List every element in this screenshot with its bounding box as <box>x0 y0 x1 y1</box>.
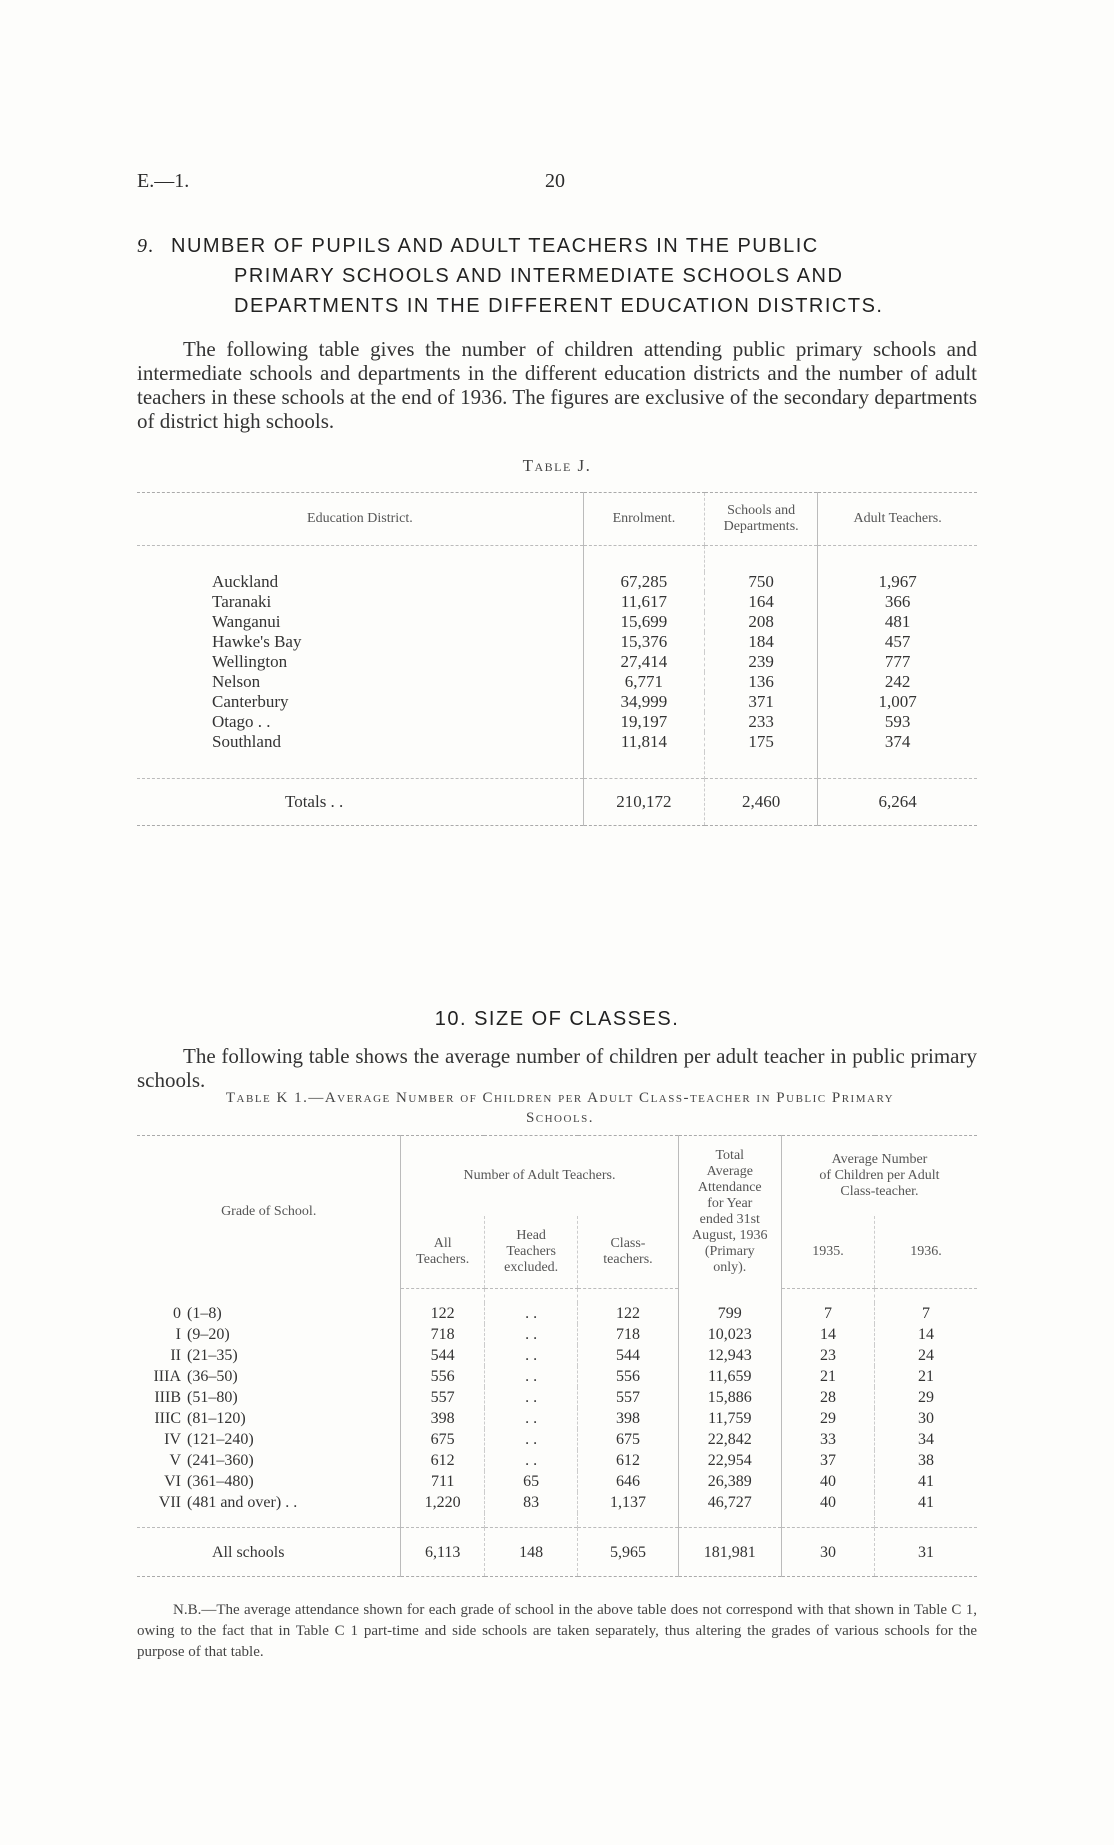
total-class-teachers: 5,965 <box>578 1528 678 1577</box>
avg-1935-cell: 7 <box>781 1303 874 1324</box>
table-row <box>137 672 977 692</box>
table-k <box>137 1135 977 1577</box>
grade-range: (21–35) <box>187 1347 238 1364</box>
enrolment-cell: 15,699 <box>583 612 704 632</box>
avg-1935-cell: 40 <box>781 1471 874 1492</box>
table-row <box>137 1366 977 1387</box>
col-total-average-attendance: Total Average Attendance for Year ended 31st August, 1936 (Primary only). <box>678 1136 781 1289</box>
table-row <box>137 1408 977 1429</box>
col-education-district: Education District. <box>137 493 583 546</box>
document-code: E.—1. <box>137 170 190 192</box>
grade-range: (1–8) <box>187 1305 222 1322</box>
head-teachers-cell: . . <box>484 1345 577 1366</box>
enrolment-cell: 11,814 <box>583 732 704 752</box>
grade-range: (81–120) <box>187 1410 246 1427</box>
district-name: Taranaki <box>212 592 272 611</box>
attendance-cell: 11,659 <box>678 1366 781 1387</box>
grade-cell <box>137 1450 401 1471</box>
table-k-caption <box>150 1088 970 1128</box>
table-k-caption-line-2: Schools. <box>525 1110 595 1126</box>
avg-1935-cell: 37 <box>781 1450 874 1471</box>
head-teachers-cell: . . <box>484 1324 577 1345</box>
teachers-cell: 1,007 <box>818 692 977 712</box>
section-10-paragraph: The following table shows the average number of children per adult teacher in public primary schools. <box>137 1044 977 1092</box>
table-row <box>137 572 977 592</box>
district-name: Canterbury <box>212 692 289 711</box>
teachers-cell: 481 <box>818 612 977 632</box>
schools-cell: 175 <box>705 732 818 752</box>
district-cell <box>137 692 583 712</box>
class-teachers-cell: 122 <box>578 1303 678 1324</box>
avg-1935-cell: 33 <box>781 1429 874 1450</box>
avg-1935-cell: 28 <box>781 1387 874 1408</box>
table-row <box>137 612 977 632</box>
avg-1936-cell: 7 <box>875 1303 977 1324</box>
section-9-number: 9. <box>137 235 155 257</box>
attendance-cell: 10,023 <box>678 1324 781 1345</box>
grade-code: VII <box>158 1494 181 1511</box>
table-row <box>137 712 977 732</box>
avg-1936-cell: 34 <box>875 1429 977 1450</box>
table-k-header-row-1 <box>137 1136 977 1217</box>
grade-code: I <box>175 1326 181 1343</box>
head-teachers-cell: 83 <box>484 1492 577 1513</box>
avg-1935-cell: 23 <box>781 1345 874 1366</box>
all-teachers-cell: 612 <box>401 1450 485 1471</box>
table-j-header-row <box>137 493 977 546</box>
grade-cell <box>137 1408 401 1429</box>
grade-cell <box>137 1345 401 1366</box>
class-teachers-cell: 1,137 <box>578 1492 678 1513</box>
col-number-adult-teachers: Number of Adult Teachers. <box>401 1136 678 1217</box>
head-teachers-cell: . . <box>484 1387 577 1408</box>
district-cell <box>137 632 583 652</box>
class-teachers-cell: 398 <box>578 1408 678 1429</box>
district-cell <box>137 652 583 672</box>
district-name: Auckland <box>212 572 279 591</box>
grade-code: 0 <box>173 1305 181 1322</box>
col-schools-departments: Schools and Departments. <box>705 493 818 546</box>
col-adult-teachers: Adult Teachers. <box>818 493 977 546</box>
class-teachers-cell: 718 <box>578 1324 678 1345</box>
teachers-cell: 366 <box>818 592 977 612</box>
schools-cell: 239 <box>705 652 818 672</box>
enrolment-cell: 67,285 <box>583 572 704 592</box>
col-average-children-per-teacher: Average Number of Children per Adult Class-teacher. <box>781 1136 977 1217</box>
attendance-cell: 11,759 <box>678 1408 781 1429</box>
grade-code: IIIC <box>154 1410 181 1427</box>
enrolment-cell: 11,617 <box>583 592 704 612</box>
district-cell <box>137 592 583 612</box>
schools-cell: 208 <box>705 612 818 632</box>
total-avg-1935: 30 <box>781 1528 874 1577</box>
totals-row <box>137 779 977 826</box>
head-teachers-cell: . . <box>484 1366 577 1387</box>
grade-code: IIIB <box>154 1389 181 1406</box>
section-10-title: 10. SIZE OF CLASSES. <box>434 1008 680 1030</box>
attendance-cell: 12,943 <box>678 1345 781 1366</box>
enrolment-cell: 27,414 <box>583 652 704 672</box>
attendance-cell: 15,886 <box>678 1387 781 1408</box>
total-head-teachers: 148 <box>484 1528 577 1577</box>
grade-cell <box>137 1387 401 1408</box>
avg-1935-cell: 21 <box>781 1366 874 1387</box>
col-enrolment: Enrolment. <box>583 493 704 546</box>
total-all-teachers: 6,113 <box>401 1528 485 1577</box>
table-row <box>137 1303 977 1324</box>
head-teachers-cell: 65 <box>484 1471 577 1492</box>
all-teachers-cell: 398 <box>401 1408 485 1429</box>
class-teachers-cell: 646 <box>578 1471 678 1492</box>
table-row <box>137 1471 977 1492</box>
district-cell <box>137 712 583 732</box>
totals-label: Totals . . <box>285 792 344 811</box>
table-row <box>137 1429 977 1450</box>
attendance-cell: 46,727 <box>678 1492 781 1513</box>
col-class-teachers: Class- teachers. <box>578 1216 678 1289</box>
grade-range: (36–50) <box>187 1368 238 1385</box>
table-row <box>137 1345 977 1366</box>
all-teachers-cell: 122 <box>401 1303 485 1324</box>
district-name: Nelson <box>212 672 261 691</box>
attendance-cell: 799 <box>678 1303 781 1324</box>
district-name: Otago . . <box>212 712 271 731</box>
attendance-cell: 22,954 <box>678 1450 781 1471</box>
class-teachers-cell: 675 <box>578 1429 678 1450</box>
schools-cell: 233 <box>705 712 818 732</box>
table-row <box>137 1324 977 1345</box>
section-9-title <box>137 231 977 321</box>
all-teachers-cell: 1,220 <box>401 1492 485 1513</box>
grade-code: IV <box>164 1431 181 1448</box>
table-row <box>137 1387 977 1408</box>
section-9-paragraph: The following table gives the number of children attending public primary schools and intermediate schools and departments in the different education districts and the number of adult teachers in these schools at the end of 1936. The figures are exclusive of the secondary departments of district high schools. <box>137 337 977 433</box>
table-j-body <box>137 546 977 826</box>
table-row <box>137 692 977 712</box>
class-teachers-cell: 556 <box>578 1366 678 1387</box>
grade-code: II <box>170 1347 181 1364</box>
avg-1936-cell: 41 <box>875 1471 977 1492</box>
avg-1936-cell: 30 <box>875 1408 977 1429</box>
page-number: 20 <box>545 170 565 192</box>
col-grade-of-school: Grade of School. <box>137 1136 401 1289</box>
grade-cell <box>137 1303 401 1324</box>
head-teachers-cell: . . <box>484 1450 577 1471</box>
all-teachers-cell: 556 <box>401 1366 485 1387</box>
table-j-caption: Table J. <box>522 456 592 475</box>
totals-row <box>137 1528 977 1577</box>
avg-1935-cell: 29 <box>781 1408 874 1429</box>
grade-code: V <box>169 1452 181 1469</box>
col-1935: 1935. <box>781 1216 874 1289</box>
total-attendance: 181,981 <box>678 1528 781 1577</box>
teachers-cell: 374 <box>818 732 977 752</box>
head-teachers-cell: . . <box>484 1429 577 1450</box>
total-schools: 2,460 <box>705 779 818 826</box>
totals-label-cell <box>137 779 583 826</box>
grade-range: (241–360) <box>187 1452 254 1469</box>
col-all-teachers: All Teachers. <box>401 1216 485 1289</box>
total-enrolment: 210,172 <box>583 779 704 826</box>
avg-1935-cell: 14 <box>781 1324 874 1345</box>
grade-range: (481 and over) . . <box>187 1494 298 1511</box>
class-teachers-cell: 544 <box>578 1345 678 1366</box>
attendance-cell: 26,389 <box>678 1471 781 1492</box>
table-k-caption-line-1: Table K 1.—Average Number of Children per Adult Class-teacher in Public Primary <box>225 1090 895 1106</box>
avg-1935-cell: 40 <box>781 1492 874 1513</box>
col-head-teachers-excluded: Head Teachers excluded. <box>484 1216 577 1289</box>
attendance-cell: 22,842 <box>678 1429 781 1450</box>
teachers-cell: 457 <box>818 632 977 652</box>
class-teachers-cell: 612 <box>578 1450 678 1471</box>
table-row <box>137 632 977 652</box>
class-teachers-cell: 557 <box>578 1387 678 1408</box>
enrolment-cell: 34,999 <box>583 692 704 712</box>
schools-cell: 371 <box>705 692 818 712</box>
head-teachers-cell: . . <box>484 1303 577 1324</box>
schools-cell: 136 <box>705 672 818 692</box>
grade-range: (51–80) <box>187 1389 238 1406</box>
enrolment-cell: 15,376 <box>583 632 704 652</box>
all-teachers-cell: 557 <box>401 1387 485 1408</box>
grade-code: IIIA <box>153 1368 181 1385</box>
avg-1936-cell: 41 <box>875 1492 977 1513</box>
table-row <box>137 652 977 672</box>
schools-cell: 164 <box>705 592 818 612</box>
grade-cell <box>137 1324 401 1345</box>
teachers-cell: 777 <box>818 652 977 672</box>
section-9-title-line-2: PRIMARY SCHOOLS AND INTERMEDIATE SCHOOLS AND <box>234 265 844 287</box>
table-row <box>137 1450 977 1471</box>
avg-1936-cell: 21 <box>875 1366 977 1387</box>
district-name: Wellington <box>212 652 288 671</box>
section-9-title-line-1: NUMBER OF PUPILS AND ADULT TEACHERS IN THE PUBLIC <box>171 235 819 257</box>
teachers-cell: 593 <box>818 712 977 732</box>
teachers-cell: 242 <box>818 672 977 692</box>
grade-cell <box>137 1429 401 1450</box>
table-k-body <box>137 1289 977 1577</box>
section-9-title-line-3: DEPARTMENTS IN THE DIFFERENT EDUCATION DISTRICTS. <box>234 295 884 317</box>
grade-code: VI <box>164 1473 181 1490</box>
avg-1936-cell: 14 <box>875 1324 977 1345</box>
district-name: Wanganui <box>212 612 281 631</box>
all-teachers-cell: 544 <box>401 1345 485 1366</box>
avg-1936-cell: 38 <box>875 1450 977 1471</box>
grade-cell <box>137 1366 401 1387</box>
table-j <box>137 492 977 826</box>
totals-label: All schools <box>212 1543 285 1561</box>
enrolment-cell: 6,771 <box>583 672 704 692</box>
district-cell <box>137 572 583 592</box>
grade-cell <box>137 1492 401 1513</box>
grade-cell <box>137 1471 401 1492</box>
all-teachers-cell: 718 <box>401 1324 485 1345</box>
teachers-cell: 1,967 <box>818 572 977 592</box>
schools-cell: 184 <box>705 632 818 652</box>
grade-range: (121–240) <box>187 1431 254 1448</box>
col-1936: 1936. <box>875 1216 977 1289</box>
district-name: Southland <box>212 732 281 751</box>
total-teachers: 6,264 <box>818 779 977 826</box>
table-row <box>137 732 977 752</box>
all-teachers-cell: 711 <box>401 1471 485 1492</box>
all-teachers-cell: 675 <box>401 1429 485 1450</box>
table-row <box>137 1492 977 1513</box>
avg-1936-cell: 24 <box>875 1345 977 1366</box>
grade-range: (9–20) <box>187 1326 230 1343</box>
district-cell <box>137 732 583 752</box>
head-teachers-cell: . . <box>484 1408 577 1429</box>
totals-label-cell <box>137 1528 401 1577</box>
district-cell <box>137 672 583 692</box>
schools-cell: 750 <box>705 572 818 592</box>
total-avg-1936: 31 <box>875 1528 977 1577</box>
grade-range: (361–480) <box>187 1473 254 1490</box>
enrolment-cell: 19,197 <box>583 712 704 732</box>
avg-1936-cell: 29 <box>875 1387 977 1408</box>
district-cell <box>137 612 583 632</box>
district-name: Hawke's Bay <box>212 632 302 651</box>
footnote: N.B.—The average attendance shown for each grade of school in the above table does not correspond with that shown in Table C 1, owing to the fact that in Table C 1 part-time and side schools are taken separately, thus altering the grades of various schools for the purpose of that table. <box>137 1602 977 1660</box>
table-row <box>137 592 977 612</box>
